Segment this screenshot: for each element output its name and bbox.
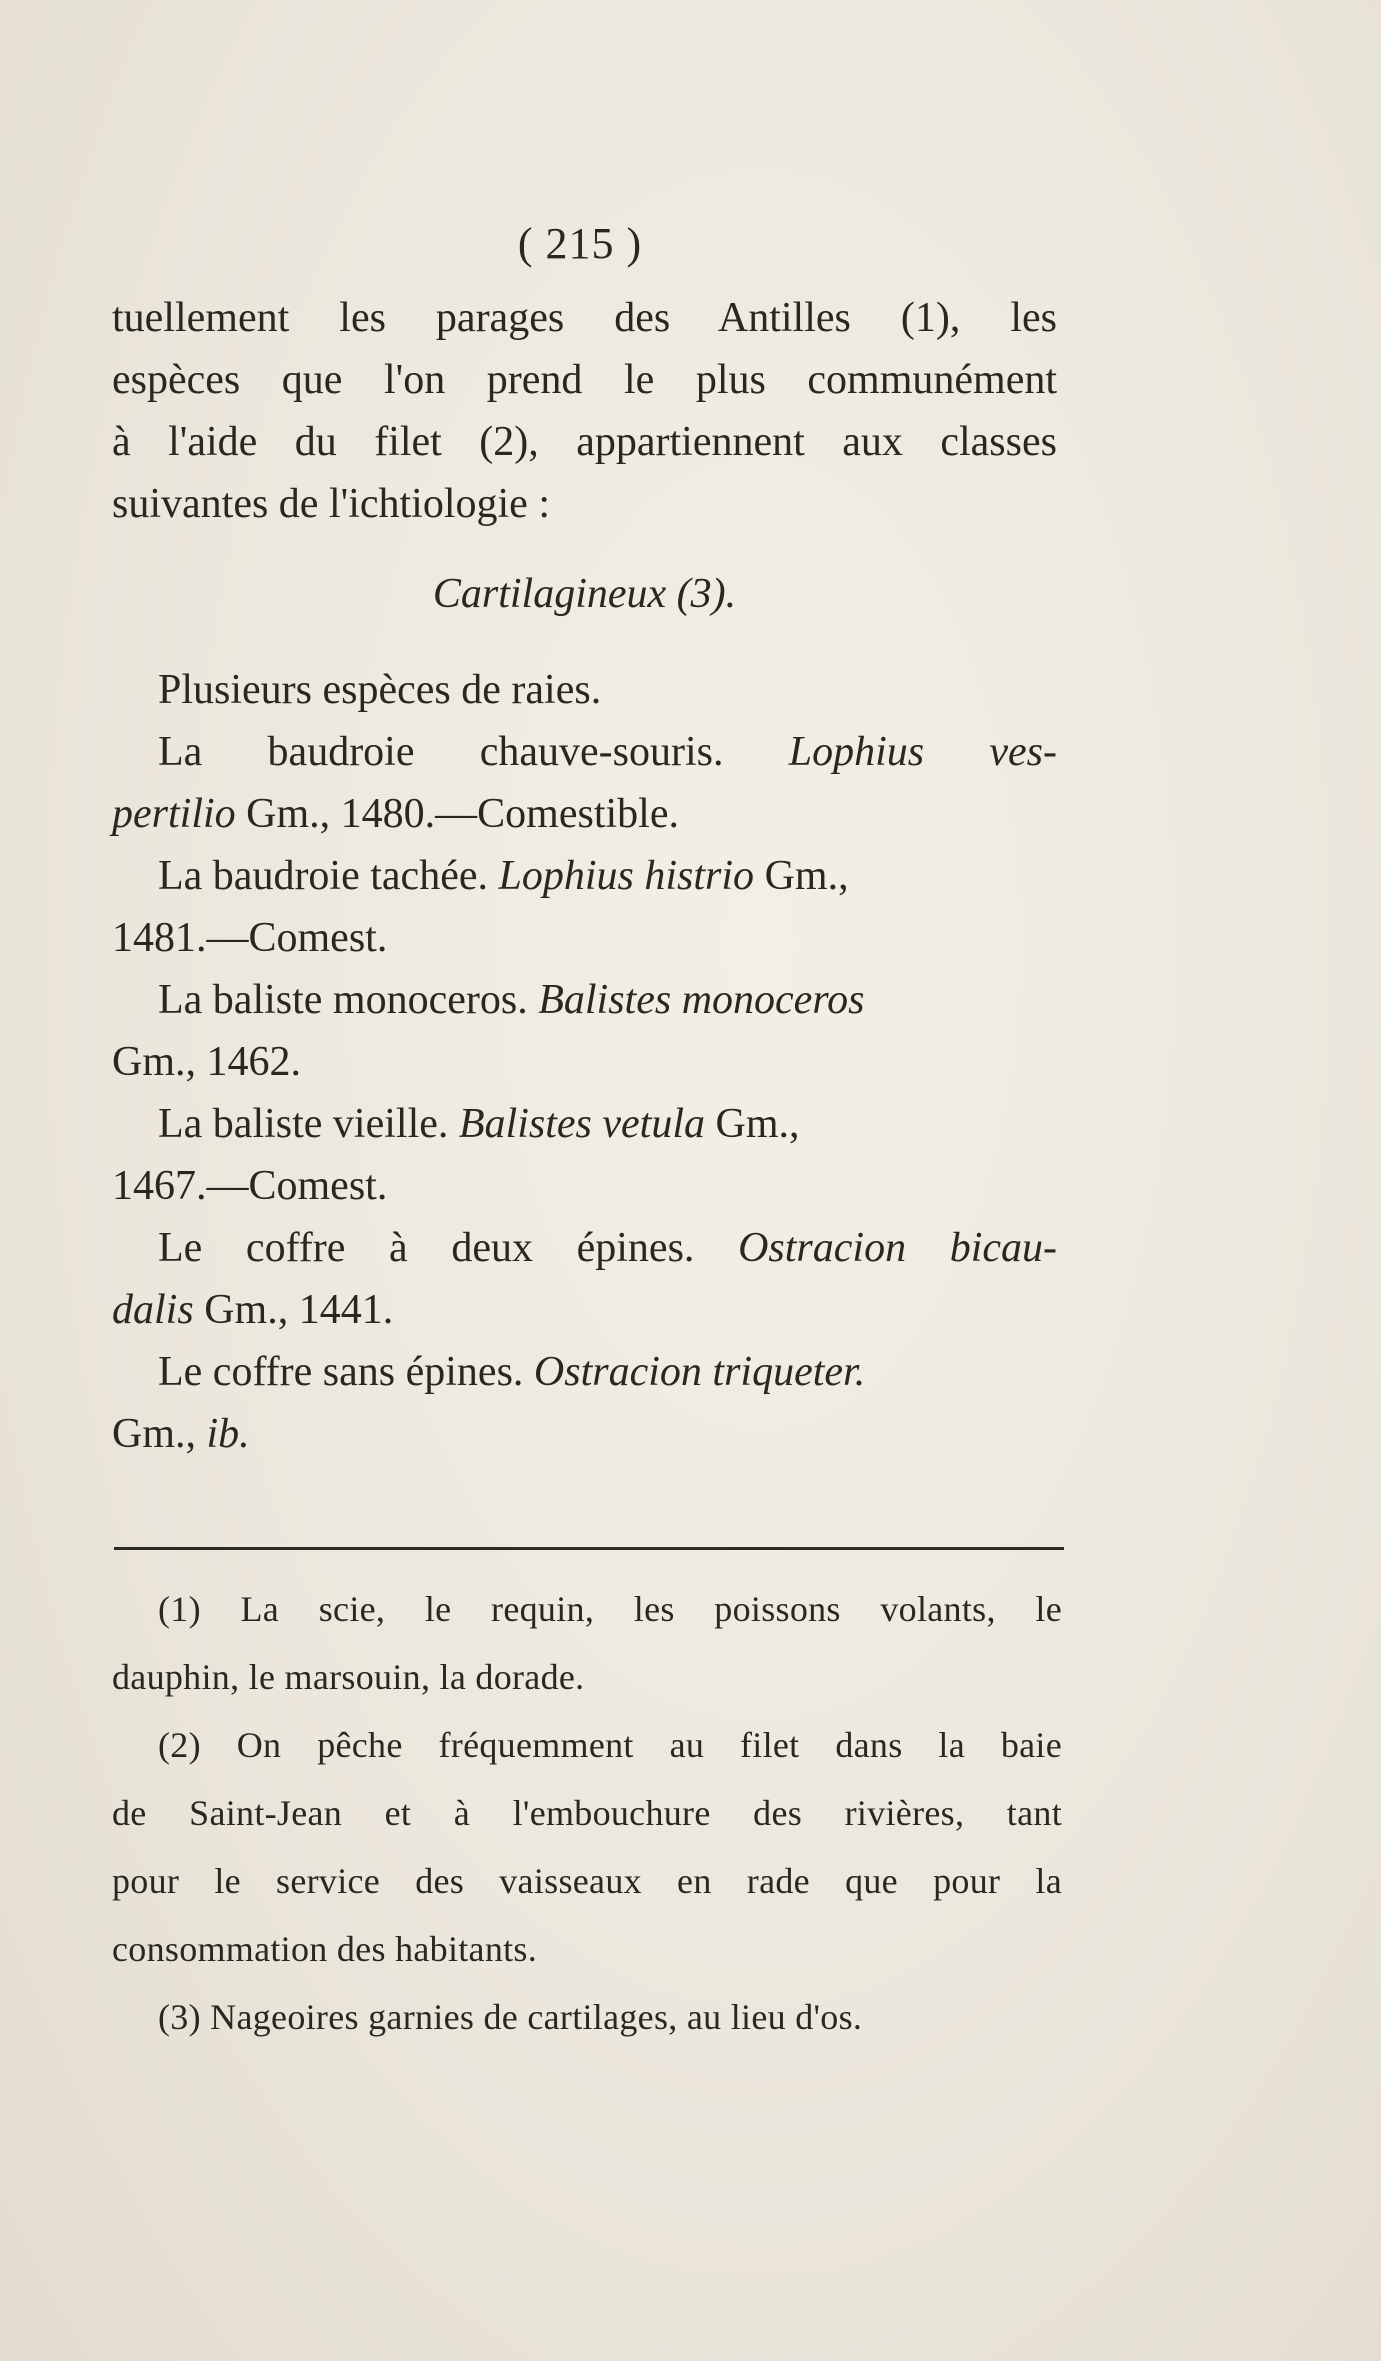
entry-reference: Gm., 1441. bbox=[193, 1287, 394, 1333]
entry-text: Plusieurs espèces de raies. bbox=[158, 667, 602, 713]
footnote-line: (2) On pêche fréquemment au filet dans la baie bbox=[158, 1725, 1062, 1765]
text-line: à l'aide du filet (2), appartiennent aux classes bbox=[112, 419, 1057, 465]
text-line: suivantes de l'ichtiologie : bbox=[112, 481, 550, 527]
entry-common-name: La baudroie tachée. bbox=[158, 853, 499, 899]
entry-latin-name: Ostracion bicau- bbox=[738, 1225, 1057, 1271]
entry-common-name: La baliste monoceros. bbox=[158, 977, 539, 1023]
entry-line bbox=[112, 845, 1057, 907]
entry-common-name: Le coffre à deux épines. bbox=[158, 1225, 739, 1271]
footnote-line: (3) Nageoires garnies de cartilages, au lieu d'os. bbox=[158, 1997, 863, 2037]
entry-reference: Gm., bbox=[705, 1101, 800, 1147]
entry-line bbox=[112, 1031, 1057, 1093]
entry-reference: Gm., 1480.—Comestible. bbox=[235, 791, 679, 837]
entry-common-name: Le coffre sans épines. bbox=[158, 1349, 534, 1395]
footnote-line: (1) La scie, le requin, les poissons volants, le bbox=[158, 1589, 1062, 1629]
entry-line bbox=[112, 659, 1057, 721]
entry-line bbox=[112, 1341, 1057, 1403]
footnote-line: de Saint-Jean et à l'embouchure des rivières, tant bbox=[112, 1793, 1062, 1833]
entry-line bbox=[112, 1093, 1057, 1155]
entry-reference: 1467.—Comest. bbox=[112, 1163, 388, 1209]
footnote-line: dauphin, le marsouin, la dorade. bbox=[112, 1657, 585, 1697]
entry-reference-ibid: ib. bbox=[206, 1411, 250, 1457]
entry-line bbox=[112, 783, 1057, 845]
entry-latin-name: pertilio bbox=[112, 791, 236, 837]
entry-line bbox=[112, 1279, 1057, 1341]
footnote-line: pour le service des vaisseaux en rade que pour la bbox=[112, 1861, 1062, 1901]
entry-line bbox=[112, 721, 1057, 783]
footnote-divider bbox=[114, 1547, 1064, 1550]
entry-reference: Gm., bbox=[112, 1411, 207, 1457]
entry-reference: Gm., 1462. bbox=[112, 1039, 301, 1085]
entry-line bbox=[112, 969, 1057, 1031]
entry-latin-name: Balistes monoceros bbox=[538, 977, 865, 1023]
entry-line bbox=[112, 1155, 1057, 1217]
page-number: ( 215 ) bbox=[517, 219, 643, 268]
footnotes bbox=[112, 1575, 1062, 2051]
main-text bbox=[112, 287, 1057, 1465]
text-line: tuellement les parages des Antilles (1), les bbox=[112, 295, 1057, 341]
entry-line bbox=[112, 1403, 1057, 1465]
entry-latin-name: Lophius histrio bbox=[498, 853, 755, 899]
entry-reference: 1481.—Comest. bbox=[112, 915, 388, 961]
entry-common-name: La baudroie chauve-souris. bbox=[158, 729, 789, 775]
section-heading: Cartilagineux (3). bbox=[432, 571, 737, 617]
entry-latin-name: Ostracion triqueter. bbox=[533, 1349, 866, 1395]
entry-line bbox=[112, 907, 1057, 969]
entry-latin-name: Balistes vetula bbox=[458, 1101, 706, 1147]
footnote-line: consommation des habitants. bbox=[112, 1929, 538, 1969]
entry-reference: Gm., bbox=[754, 853, 849, 899]
text-line: espèces que l'on prend le plus communément bbox=[112, 357, 1057, 403]
entry-latin-name: dalis bbox=[112, 1287, 194, 1333]
entry-common-name: La baliste vieille. bbox=[158, 1101, 459, 1147]
entry-line bbox=[112, 1217, 1057, 1279]
entry-latin-name: Lophius ves- bbox=[788, 729, 1057, 775]
